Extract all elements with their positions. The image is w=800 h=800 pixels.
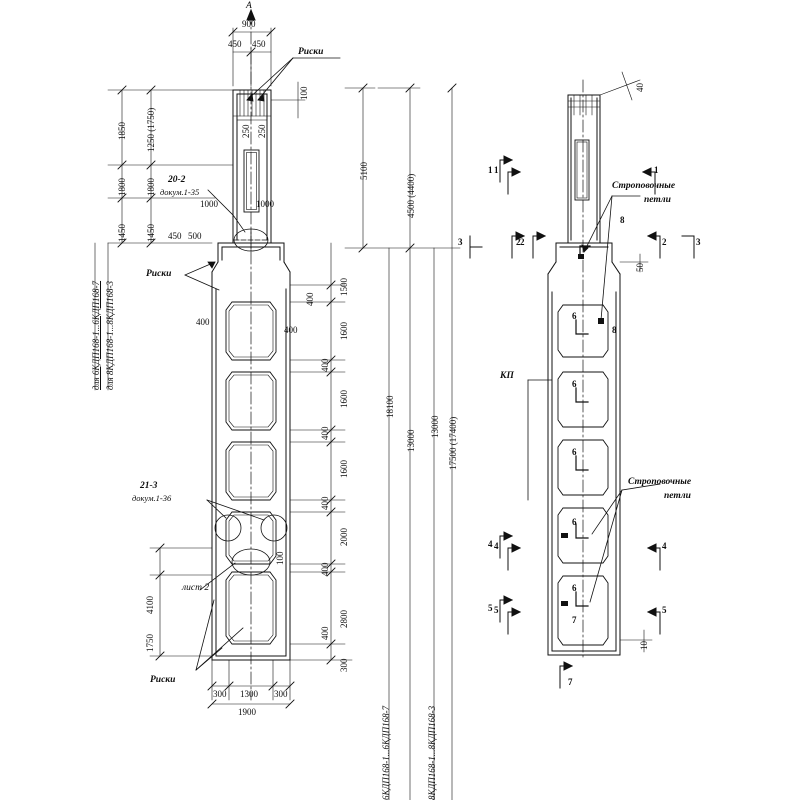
callout-risk-top: Риски	[298, 47, 324, 57]
dim-right-10: 10	[639, 641, 649, 650]
section-mark-2-r-left: 2	[520, 237, 525, 247]
section-mark-1-r-left: 1	[494, 165, 499, 175]
callout-risk-mid: Риски	[146, 269, 172, 279]
dim-1750: 1750	[145, 634, 155, 652]
label-sling-top-2: петли	[644, 195, 671, 205]
dim-right-50: 50	[635, 263, 645, 272]
dim-13000-a: 13000	[406, 429, 416, 452]
callout-list-2: лист 2	[182, 583, 210, 593]
item-7: 7	[572, 615, 577, 625]
callout-20-2-doc: докум.1-35	[160, 187, 200, 197]
dim-400-right: 400	[284, 325, 298, 335]
dim-top-100: 100	[299, 86, 309, 100]
section-mark-7: 7	[568, 677, 573, 687]
dim-1900: 1900	[238, 707, 256, 717]
item-6-2: 6	[572, 379, 577, 389]
dim-top-450-right: 450	[252, 39, 266, 49]
dim-small-400-1: 400	[320, 358, 330, 372]
dim-4500: 4500 (4400)	[406, 173, 416, 218]
dim-1600-2: 1600	[339, 390, 349, 408]
dim-400-left: 400	[196, 317, 210, 327]
dim-1800-b: 1800	[146, 178, 156, 196]
callout-20-2: 20-2	[168, 175, 186, 185]
dim-100-rot: 100	[275, 551, 285, 565]
dim-inner-250-right: 250	[257, 124, 267, 138]
dim-small-400-3: 400	[320, 496, 330, 510]
item-8-top: 8	[620, 215, 625, 225]
note-bottom-6kdp: 6КДП168-1...6КДП168-7	[381, 705, 391, 800]
dim-450-mid: 450	[168, 231, 182, 241]
section-mark-3-left: 3	[458, 237, 463, 247]
dim-inner-250-left: 250	[241, 124, 251, 138]
label-sling-bottom: Строповочные	[628, 477, 692, 487]
label-kp: КП	[500, 371, 514, 381]
label-sling-bottom-2: петли	[664, 491, 691, 501]
section-mark-4-r-left: 4	[494, 541, 499, 551]
dim-300-b-right: 300	[274, 689, 288, 699]
callout-21-3: 21-3	[140, 481, 158, 491]
section-mark-2-r-right: 2	[662, 237, 667, 247]
section-mark-3-r-right: 3	[696, 237, 701, 247]
item-6-5: 6	[572, 583, 577, 593]
section-mark-4-left: 4	[488, 539, 493, 549]
dim-4100: 4100	[145, 596, 155, 614]
dim-small-400-2: 400	[320, 426, 330, 440]
dim-1300: 1300	[240, 689, 258, 699]
dim-1600-3: 1600	[339, 460, 349, 478]
dim-2000: 2000	[339, 528, 349, 546]
section-mark-5-left: 5	[488, 603, 493, 613]
callout-risk-bottom: Риски	[150, 675, 176, 685]
dim-1000-right: 1000	[256, 199, 274, 209]
dim-1600-1: 1600	[339, 322, 349, 340]
dim-1450-b: 1450	[146, 224, 156, 242]
section-mark-5-r-right: 5	[662, 605, 667, 615]
dim-300-b-left: 300	[213, 689, 227, 699]
dim-1450-a: 1450	[117, 224, 127, 242]
dim-13000-b: 13000	[430, 415, 440, 438]
dim-400-rot: 400	[305, 292, 315, 306]
section-mark-1-left: 1	[488, 165, 493, 175]
note-6kdp: для 6КДП168-1...6КДП168-7	[91, 280, 101, 390]
dim-top-450-left: 450	[228, 39, 242, 49]
item-6-3: 6	[572, 447, 577, 457]
note-bottom-8kdp: 8КДП168-1...8КДП168-3	[427, 705, 437, 800]
dim-500-mid: 500	[188, 231, 202, 241]
dim-2800: 2800	[339, 610, 349, 628]
dim-5100: 5100	[359, 162, 369, 180]
dim-1500: 1500	[339, 278, 349, 296]
dim-small-400-5: 400	[320, 626, 330, 640]
section-mark-4-r-right: 4	[662, 541, 667, 551]
dim-17500: 17500 (17400)	[448, 416, 458, 470]
dim-18100: 18100	[385, 395, 395, 418]
dim-300-right: 300	[339, 658, 349, 672]
dim-small-400-4: 400	[320, 562, 330, 576]
item-8-mid: 8	[612, 325, 617, 335]
section-mark-2-left: 2	[516, 237, 521, 247]
note-8kdp: для 8КДП168-1...8КДП168-3	[105, 280, 115, 390]
marker-a: A	[246, 1, 252, 11]
item-6-1: 6	[572, 311, 577, 321]
section-mark-1-r-right: 1	[654, 165, 659, 175]
section-mark-5-r-left: 5	[494, 605, 499, 615]
dim-1000-left: 1000	[200, 199, 218, 209]
label-sling-top: Строповочные	[612, 181, 676, 191]
dim-1800-a: 1800	[117, 178, 127, 196]
callout-21-3-doc: докум.1-36	[132, 493, 172, 503]
dim-1250-1750: 1250 (1750)	[146, 107, 156, 152]
item-6-4: 6	[572, 517, 577, 527]
dim-right-40: 40	[635, 83, 645, 92]
dim-top-900: 900	[242, 19, 256, 29]
dim-1850: 1850	[117, 122, 127, 140]
